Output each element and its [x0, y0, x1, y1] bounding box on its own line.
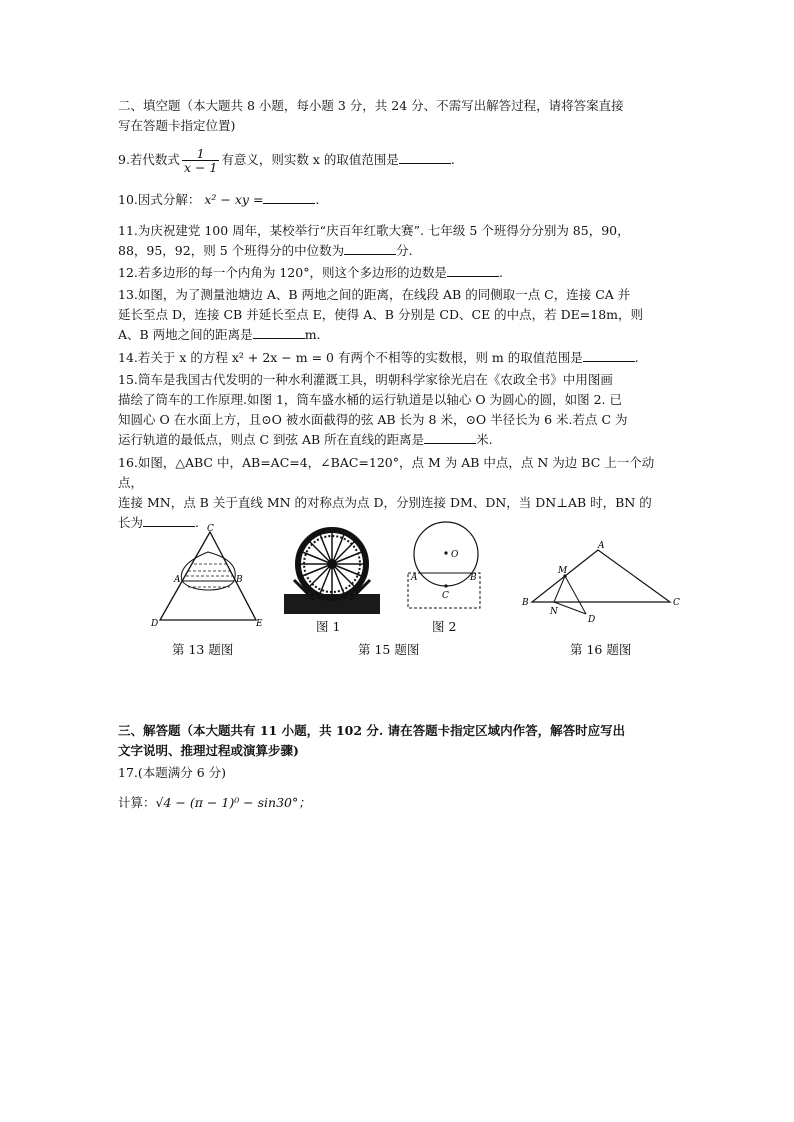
point-o: [444, 551, 447, 554]
q16-line2: 连接 MN，点 B 关于直线 MN 的对称点为点 D，分别连接 DM、DN，当 DN⊥AB 时，BN 的: [118, 495, 652, 510]
q15-line3: 知圆心 O 在水面上方，且⊙O 被水面截得的弦 AB 长为 8 米，⊙O 半径长为 6 米.若点 C 为: [118, 412, 628, 427]
q17-text-pre: 计算：: [118, 795, 156, 810]
q10-end: .: [315, 192, 320, 207]
q11-answer-blank[interactable]: [344, 242, 396, 255]
label-a: A: [598, 541, 605, 551]
q11-line2-post: 分.: [396, 243, 413, 258]
q9-numerator: 1: [182, 147, 219, 161]
question-12: [118, 263, 678, 283]
label-b: B: [470, 573, 477, 583]
q9-answer-blank[interactable]: [399, 151, 451, 164]
figure-13-caption: 第 13 题图: [172, 642, 234, 657]
q12-end: .: [498, 265, 503, 280]
section2-title-line1: 二、填空题（本大题共 8 小题，每小题 3 分，共 24 分、不需写出解答过程，请将答案直接: [118, 98, 624, 113]
q12-text: 12.若多边形的每一个内角为 120°，则这个多边形的边数是: [118, 265, 447, 280]
label-b: B: [522, 598, 529, 608]
question-9: [118, 143, 678, 177]
section2-title: [118, 96, 678, 136]
figure-15-sub2-caption: 图 2: [432, 619, 457, 634]
label-e: E: [256, 619, 263, 629]
q13-line3-pre: A、B 两地之间的距离是: [118, 327, 253, 342]
label-a: A: [174, 575, 181, 585]
q13-answer-blank[interactable]: [253, 326, 305, 339]
q15-line2: 描绘了筒车的工作原理.如图 1，筒车盛水桶的运行轨道是以轴心 O 为圆心的圆，如图 2. 已: [118, 392, 622, 407]
question-13: [118, 285, 678, 345]
question-17-expression: [118, 793, 678, 813]
label-c: C: [207, 524, 214, 534]
wheel-hub: [327, 559, 337, 569]
q15-line4-post: 米.: [476, 432, 493, 447]
point-c: [444, 584, 447, 587]
q9-text-post: 有意义，则实数 x 的取值范围是: [221, 152, 399, 167]
q16-line3-pre: 长为: [118, 515, 144, 530]
figure-13: [148, 522, 268, 630]
q11-line1: 11.为庆祝建党 100 周年，某校举行“庆百年红歌大赛”. 七年级 5 个班得分分别为 85，90，: [118, 223, 630, 238]
q15-line1: 15.筒车是我国古代发明的一种水利灌溉工具，明朝科学家徐光启在《农政全书》中用图画: [118, 372, 613, 387]
label-a: A: [411, 573, 418, 583]
q13-line1: 13.如图，为了测量池塘边 A、B 两地之间的距离，在线段 AB 的同侧取一点 C，连接 CA 并: [118, 287, 631, 302]
q10-text-pre: 10.因式分解：: [118, 192, 201, 207]
question-14: [118, 348, 678, 368]
figure-15-waterwheel-image: [284, 520, 380, 614]
figure-15-sub1-caption: 图 1: [316, 619, 341, 634]
q15-line4-pre: 运行轨道的最低点，则点 C 到弦 AB 所在直线的距离是: [118, 432, 425, 447]
label-d: D: [151, 619, 159, 629]
figure-16-caption: 第 16 题图: [570, 642, 632, 657]
question-11: [118, 221, 678, 261]
q11-line2-pre: 88，95，92，则 5 个班得分的中位数为: [118, 243, 345, 258]
label-c: C: [442, 591, 449, 601]
q10-expression: x² − xy =: [204, 192, 264, 207]
q14-end: .: [634, 350, 639, 365]
label-o: O: [451, 550, 459, 560]
q10-answer-blank[interactable]: [263, 191, 315, 204]
section2-title-line2: 写在答题卡指定位置): [118, 118, 236, 133]
triangle-abc: [532, 550, 670, 602]
segment-md: [565, 576, 586, 614]
q12-answer-blank[interactable]: [447, 264, 499, 277]
q15-answer-blank[interactable]: [424, 431, 476, 444]
section3-title-line1: 三、解答题（本大题共有 11 小题，共 102 分. 请在答题卡指定区域内作答，解答时应写出: [118, 723, 626, 738]
section3-title: [118, 721, 678, 761]
figure-15-circle-diagram: [402, 516, 492, 616]
q16-line1: 16.如图，△ABC 中，AB=AC=4，∠BAC=120°，点 M 为 AB 中点，点 N 为边 BC 上一个动点，: [118, 455, 655, 490]
q16-line3-end: .: [195, 515, 199, 530]
question-10: [118, 190, 678, 210]
question-15: [118, 370, 678, 450]
label-m: M: [558, 566, 568, 576]
figure-16: [518, 538, 690, 626]
section3-title-line2: 文字说明、推理过程或演算步骤): [118, 743, 299, 758]
label-d: D: [588, 615, 596, 625]
q9-end: .: [450, 152, 455, 167]
segment-nd: [554, 602, 586, 614]
label-n: N: [550, 607, 558, 617]
label-b: B: [236, 575, 243, 585]
q9-fraction: [182, 147, 219, 174]
label-c: C: [673, 598, 680, 608]
q9-text-pre: 9.若代数式: [118, 152, 180, 167]
question-17: [118, 763, 678, 783]
q17-header: 17.(本题满分 6 分): [118, 765, 227, 780]
q14-text: 14.若关于 x 的方程 x² + 2x − m = 0 有两个不相等的实数根，则 m 的取值范围是: [118, 350, 583, 365]
q13-line2: 延长至点 D，连接 CB 并延长至点 E，使得 A、B 分别是 CD、CE 的中点，若 DE=18m，则: [118, 307, 644, 322]
q14-answer-blank[interactable]: [583, 349, 635, 362]
question-16: [118, 453, 678, 533]
q13-line3-post: m.: [304, 327, 321, 342]
q9-denominator: x − 1: [183, 160, 218, 175]
figure-15-caption: 第 15 题图: [358, 642, 420, 657]
q17-expression: √4 − (π − 1)⁰ − sin30°；: [155, 795, 311, 810]
